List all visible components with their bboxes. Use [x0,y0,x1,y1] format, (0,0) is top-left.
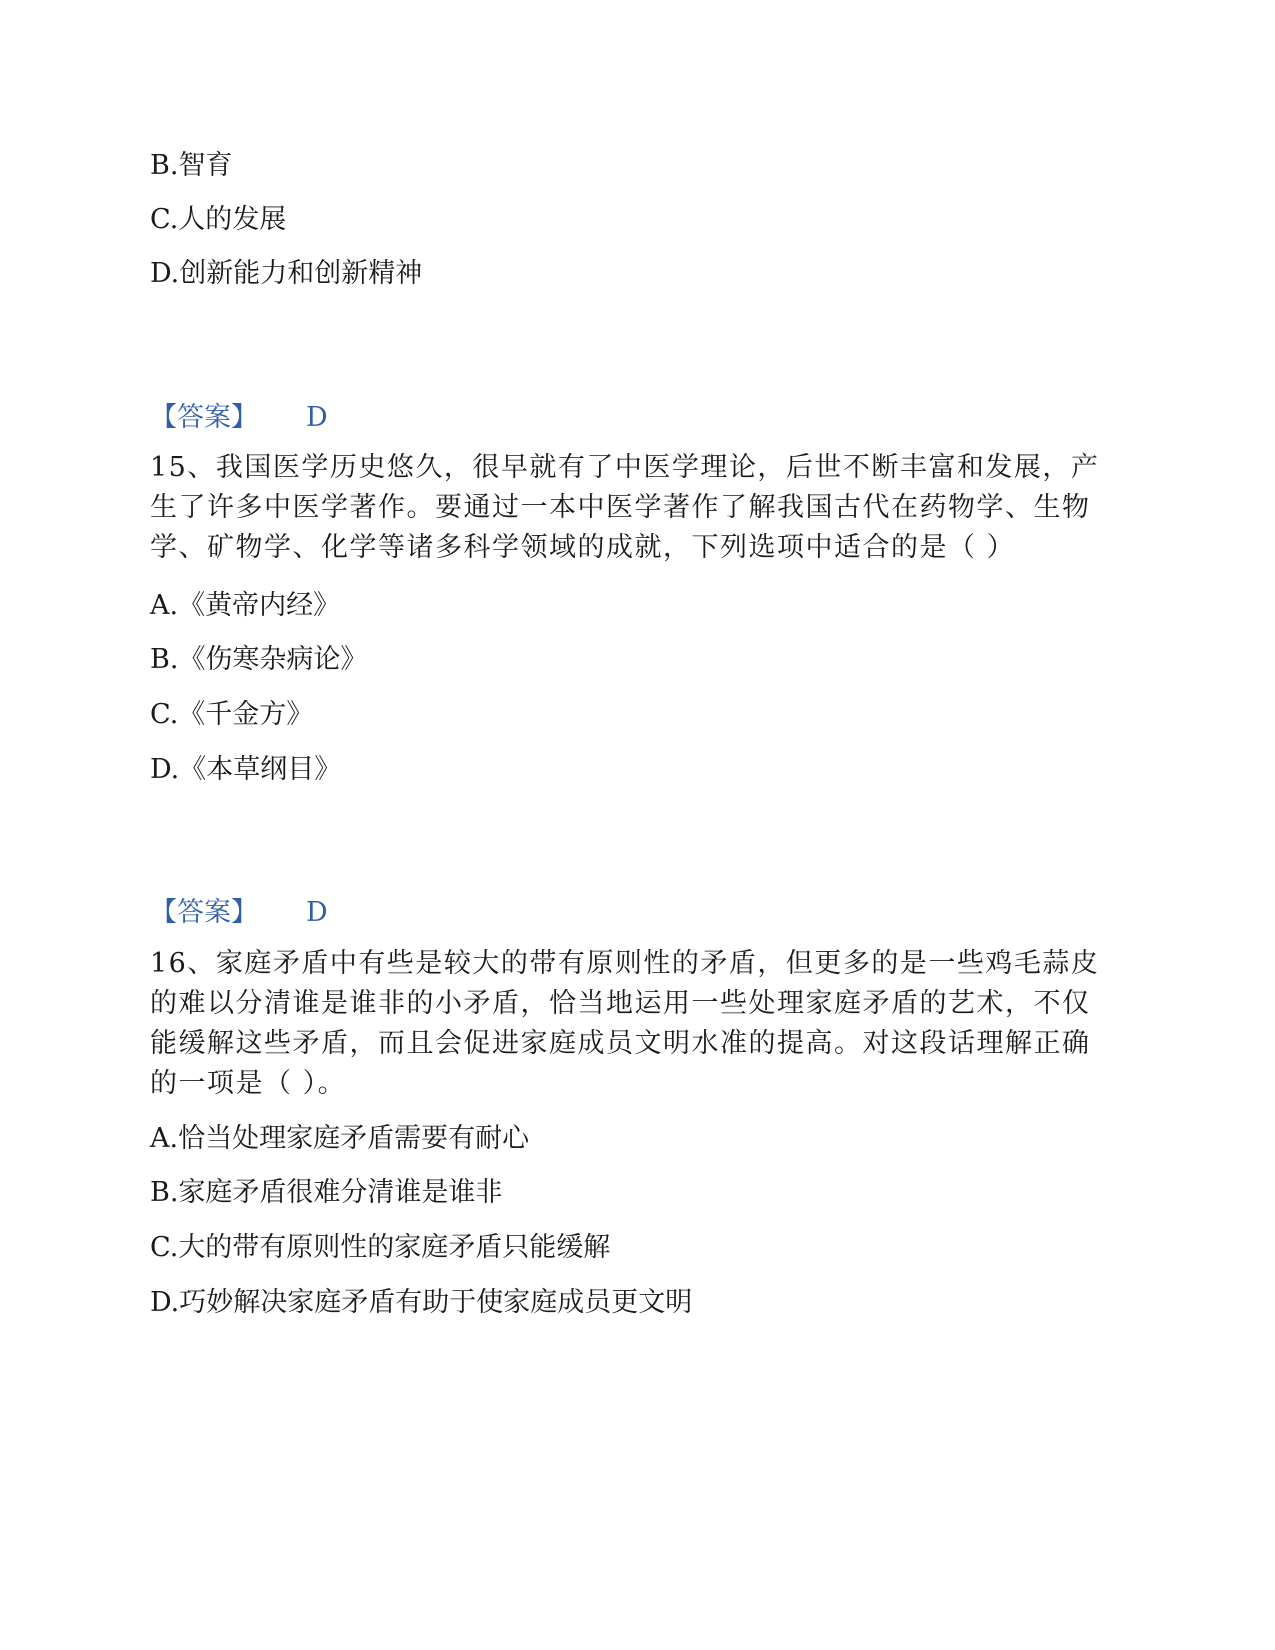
q14-option-c [150,200,286,240]
q16-option-d [150,1283,692,1323]
option-label: B. [150,1177,179,1208]
q15-stem [150,448,1110,568]
question-text: 家庭矛盾中有些是较大的带有原则性的矛盾，但更多的是一些鸡毛蒜皮的难以分清谁是谁非的小矛盾，恰当地运用一些处理家庭矛盾的艺术，不仅能缓解这些矛盾，而且会促进家庭成员文明水准的提高。对这段话理解正确的一项是（ ）。 [150,948,1100,1099]
q16-option-a [150,1119,529,1159]
option-text: 《黄帝内经》 [178,590,341,621]
option-text: 人的发展 [178,204,287,235]
q15-option-c [150,695,313,735]
q14-answer [150,398,328,438]
option-text: 家庭矛盾很难分清谁是谁非 [178,1177,503,1208]
option-text: 智育 [178,150,233,181]
q16-option-b [150,1173,502,1213]
option-label: D. [150,258,180,289]
option-label: D. [150,754,180,785]
option-text: 大的带有原则性的家庭矛盾只能缓解 [178,1232,611,1263]
q15-option-d [150,750,341,790]
answer-letter: D [306,402,328,433]
option-label: A. [150,590,179,621]
option-label: D. [150,1287,180,1318]
q16-stem [150,944,1110,1104]
answer-label: 【答案】 [150,897,258,928]
option-label: C. [150,699,179,730]
q15-option-b [150,640,367,680]
option-label: C. [150,204,179,235]
answer-letter: D [306,897,328,928]
option-label: A. [150,1123,179,1154]
option-text: 恰当处理家庭矛盾需要有耐心 [178,1123,530,1154]
option-text: 《伤寒杂病论》 [178,644,368,675]
answer-label: 【答案】 [150,402,258,433]
question-text: 我国医学历史悠久，很早就有了中医学理论，后世不断丰富和发展，产生了许多中医学著作。要通过一本中医学著作了解我国古代在药物学、生物学、矿物学、化学等诸多科学领域的成就，下列选项中适合的是（ ） [150,452,1100,563]
q14-option-d [150,254,422,294]
question-number: 15、 [150,452,216,483]
question-number: 16、 [150,948,216,979]
q15-answer [150,893,328,933]
option-label: B. [150,150,179,181]
option-text: 创新能力和创新精神 [179,258,423,289]
option-text: 巧妙解决家庭矛盾有助于使家庭成员更文明 [179,1287,693,1318]
option-label: B. [150,644,179,675]
option-text: 《千金方》 [178,699,314,730]
q16-option-c [150,1228,610,1268]
q15-option-a [150,586,340,626]
q14-option-b [150,146,232,186]
option-text: 《本草纲目》 [179,754,342,785]
option-label: C. [150,1232,179,1263]
